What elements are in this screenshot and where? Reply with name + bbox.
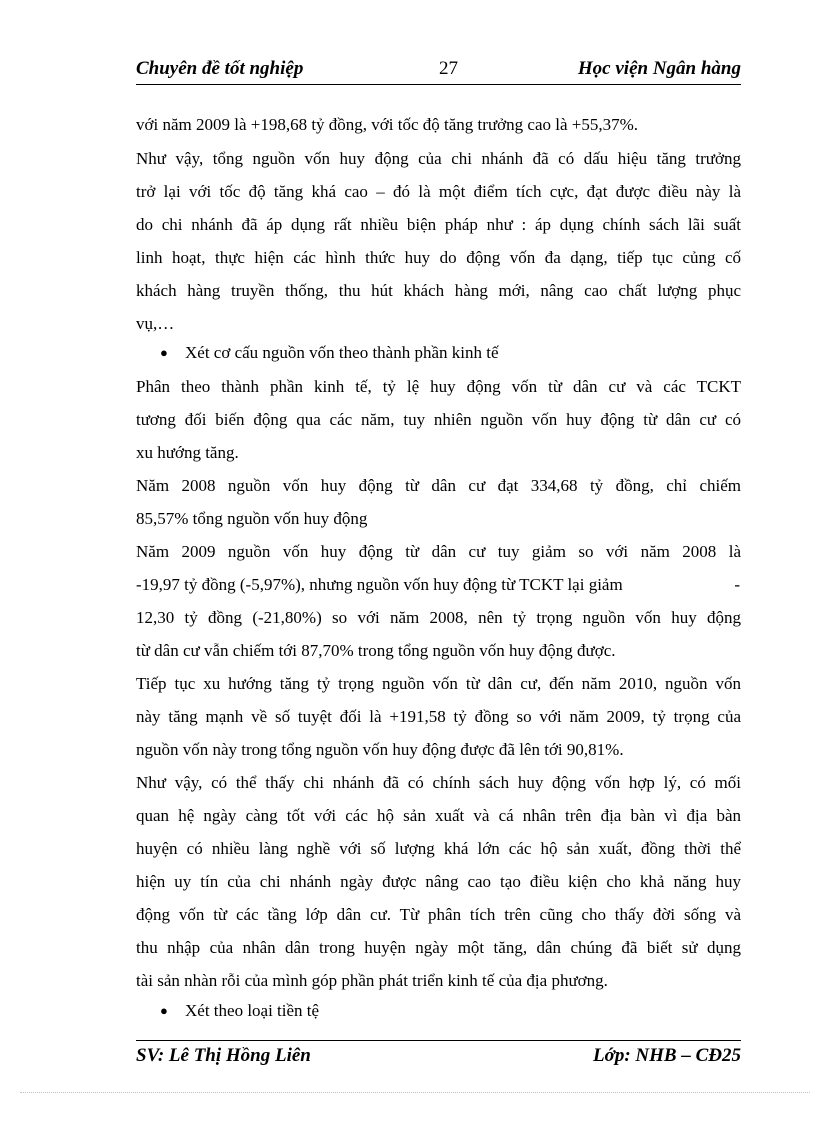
page-header xyxy=(136,56,741,85)
text-line: động vốn từ các tầng lớp dân cư. Từ phân tích trên cũng cho thấy đời sống và xyxy=(136,905,741,924)
text-line: 12,30 tỷ đồng (-21,80%) so với năm 2008, nên tỷ trọng nguồn vốn huy động xyxy=(136,608,741,627)
header-thesis-title: Chuyên đề tốt nghiệp xyxy=(136,58,304,79)
text-line: thu nhập của nhân dân trong huyện ngày một tăng, dân chúng đã biết sử dụng xyxy=(136,938,741,957)
text-line: Tiếp tục xu hướng tăng tỷ trọng nguồn vốn từ dân cư, đến năm 2010, nguồn vốn xyxy=(136,674,741,693)
text-line: nguồn vốn này trong tổng nguồn vốn huy động được đã lên tới 90,81%. xyxy=(136,740,624,759)
text-line: Năm 2008 nguồn vốn huy động từ dân cư đạt 334,68 tỷ đồng, chỉ chiếm xyxy=(136,476,741,495)
text-line: Như vậy, có thể thấy chi nhánh đã có chính sách huy động vốn hợp lý, có mối xyxy=(136,773,741,792)
page-edge-divider xyxy=(20,1092,810,1093)
text-line: này tăng mạnh về số tuyệt đối là +191,58 tỷ đồng so với năm 2009, tỷ trọng của xyxy=(136,707,741,726)
footer-student-name: SV: Lê Thị Hồng Liên xyxy=(136,1045,311,1066)
text-line: linh hoạt, thực hiện các hình thức huy do động vốn đa dạng, tiếp tục củng cố xyxy=(136,248,741,267)
line-end-dash: - xyxy=(734,575,740,594)
text-line: Như vậy, tổng nguồn vốn huy động của chi nhánh đã có dấu hiệu tăng trưởng xyxy=(136,149,741,168)
text-line: với năm 2009 là +198,68 tỷ đồng, với tốc độ tăng trưởng cao là +55,37%. xyxy=(136,115,639,134)
text-line: quan hệ ngày càng tốt với các hộ sản xuất và cá nhân trên địa bàn vì địa bàn xyxy=(136,806,741,825)
text-line: xu hướng tăng. xyxy=(136,443,239,462)
text-line: 85,57% tổng nguồn vốn huy động xyxy=(136,509,368,528)
text-line: Phân theo thành phần kinh tế, tỷ lệ huy động vốn từ dân cư và các TCKT xyxy=(136,377,741,396)
text-line: khách hàng truyền thống, thu hút khách hàng mới, nâng cao chất lượng phục xyxy=(136,281,741,300)
text-line: Năm 2009 nguồn vốn huy động từ dân cư tuy giảm so với năm 2008 là xyxy=(136,542,741,561)
bullet-icon: ● xyxy=(160,345,168,360)
text-line: -19,97 tỷ đồng (-5,97%), nhưng nguồn vốn huy động từ TCKT lại giảm xyxy=(136,575,623,594)
text-line: huyện có nhiều làng nghề với số lượng khá lớn các hộ sản xuất, đồng thời thể xyxy=(136,839,741,858)
header-page-number: 27 xyxy=(439,58,458,79)
text-line: tài sản nhàn rỗi của mình góp phần phát triển kinh tế của địa phương. xyxy=(136,971,608,990)
bullet-icon: ● xyxy=(160,1003,168,1018)
page-footer xyxy=(136,1040,741,1071)
text-line: hiện uy tín của chi nhánh ngày được nâng cao tạo điều kiện cho khả năng huy xyxy=(136,872,741,891)
footer-class: Lớp: NHB – CĐ25 xyxy=(593,1045,741,1066)
text-line: trở lại với tốc độ tăng khá cao – đó là một điểm tích cực, đạt được điều này là xyxy=(136,182,741,201)
text-line: tương đối biến động qua các năm, tuy nhiên nguồn vốn huy động từ dân cư có xyxy=(136,410,741,429)
bullet-item-economic-sector: Xét cơ cấu nguồn vốn theo thành phần kinh tế xyxy=(185,343,499,362)
bullet-item-currency-type: Xét theo loại tiền tệ xyxy=(185,1001,320,1020)
text-line: từ dân cư vẫn chiếm tới 87,70% trong tổng nguồn vốn huy động được. xyxy=(136,641,616,660)
text-line: do chi nhánh đã áp dụng rất nhiều biện pháp như : áp dụng chính sách lãi suất xyxy=(136,215,741,234)
header-institution: Học viện Ngân hàng xyxy=(577,58,741,79)
text-line: vụ,… xyxy=(136,314,175,333)
